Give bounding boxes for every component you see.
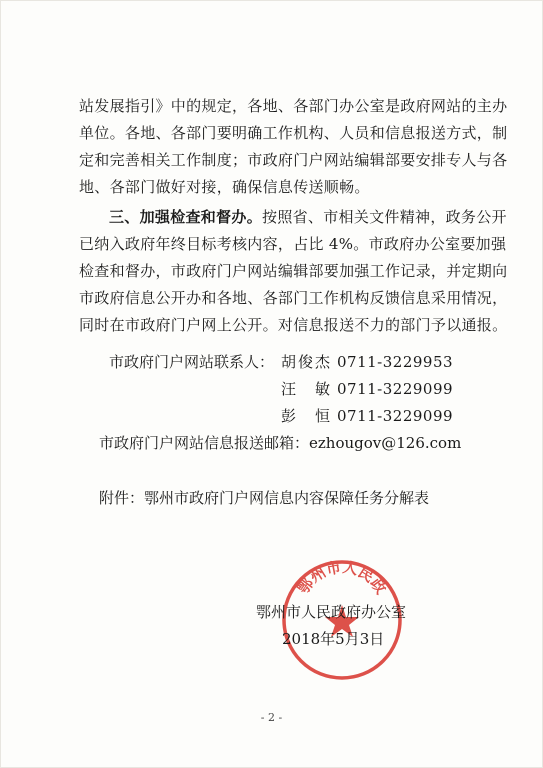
contact-phone: 0711-3229099	[337, 380, 454, 398]
contact-list	[109, 349, 453, 430]
paragraph-line: 单位。各地、各部门要明确工作机构、人员和信息报送方式，制	[79, 124, 508, 142]
contact-row	[109, 376, 453, 403]
contact-name: 彭 恒	[281, 407, 333, 425]
paragraph-inspection	[79, 204, 508, 339]
contact-row	[109, 349, 453, 376]
paragraph-line: 站发展指引》中的规定，各地、各部门办公室是政府网站的主办	[79, 97, 508, 115]
email-label: 市政府门户网站信息报送邮箱：	[99, 434, 310, 452]
section-heading: 三、加强检查和督办。	[109, 208, 263, 226]
paragraph-site-guidelines	[79, 93, 508, 201]
paragraph-line: 同时在市政府门户网上公开。对信息报送不力的部门予以通报。	[79, 316, 508, 334]
paragraph-line: 检查和督办，市政府门户网站编辑部要加强工作记录，并定期向	[79, 262, 508, 280]
contact-name: 汪 敏	[281, 380, 333, 398]
paragraph-line: 地、各部门做好对接，确保信息传送顺畅。	[79, 178, 370, 196]
paragraph-line: 已纳入政府年终目标考核内容，占比 4%。市政府办公室要加强	[79, 235, 507, 253]
contact-phone: 0711-3229953	[337, 353, 454, 371]
paragraph-text: 按照省、市相关文件精神，政务公开	[262, 208, 507, 226]
email-line	[99, 430, 461, 457]
paragraph-line: 市政府信息公开办和各地、各部门工作机构反馈信息采用情况，	[79, 289, 508, 307]
seal-text: 鄂州市人民政	[293, 558, 391, 598]
email-address: ezhougov@126.com	[309, 434, 462, 452]
contact-row	[109, 403, 453, 430]
contact-phone: 0711-3229099	[337, 407, 454, 425]
signature-block	[256, 599, 406, 653]
page-number: - 2 -	[260, 711, 283, 724]
svg-text:鄂州市人民政	[294, 558, 390, 597]
issuing-office: 鄂州市人民政府办公室	[256, 603, 407, 621]
issue-date: 2018年5月3日	[282, 630, 385, 648]
paragraph-first-line	[79, 204, 507, 231]
contact-name: 胡俊杰	[281, 353, 333, 371]
paragraph-line: 定和完善相关工作制度；市政府门户网站编辑部要安排专人与各	[79, 151, 508, 169]
attachment-line: 附件：鄂州市政府门户网信息内容保障任务分解表	[99, 489, 430, 507]
contact-label: 市政府门户网站联系人：	[109, 353, 275, 371]
